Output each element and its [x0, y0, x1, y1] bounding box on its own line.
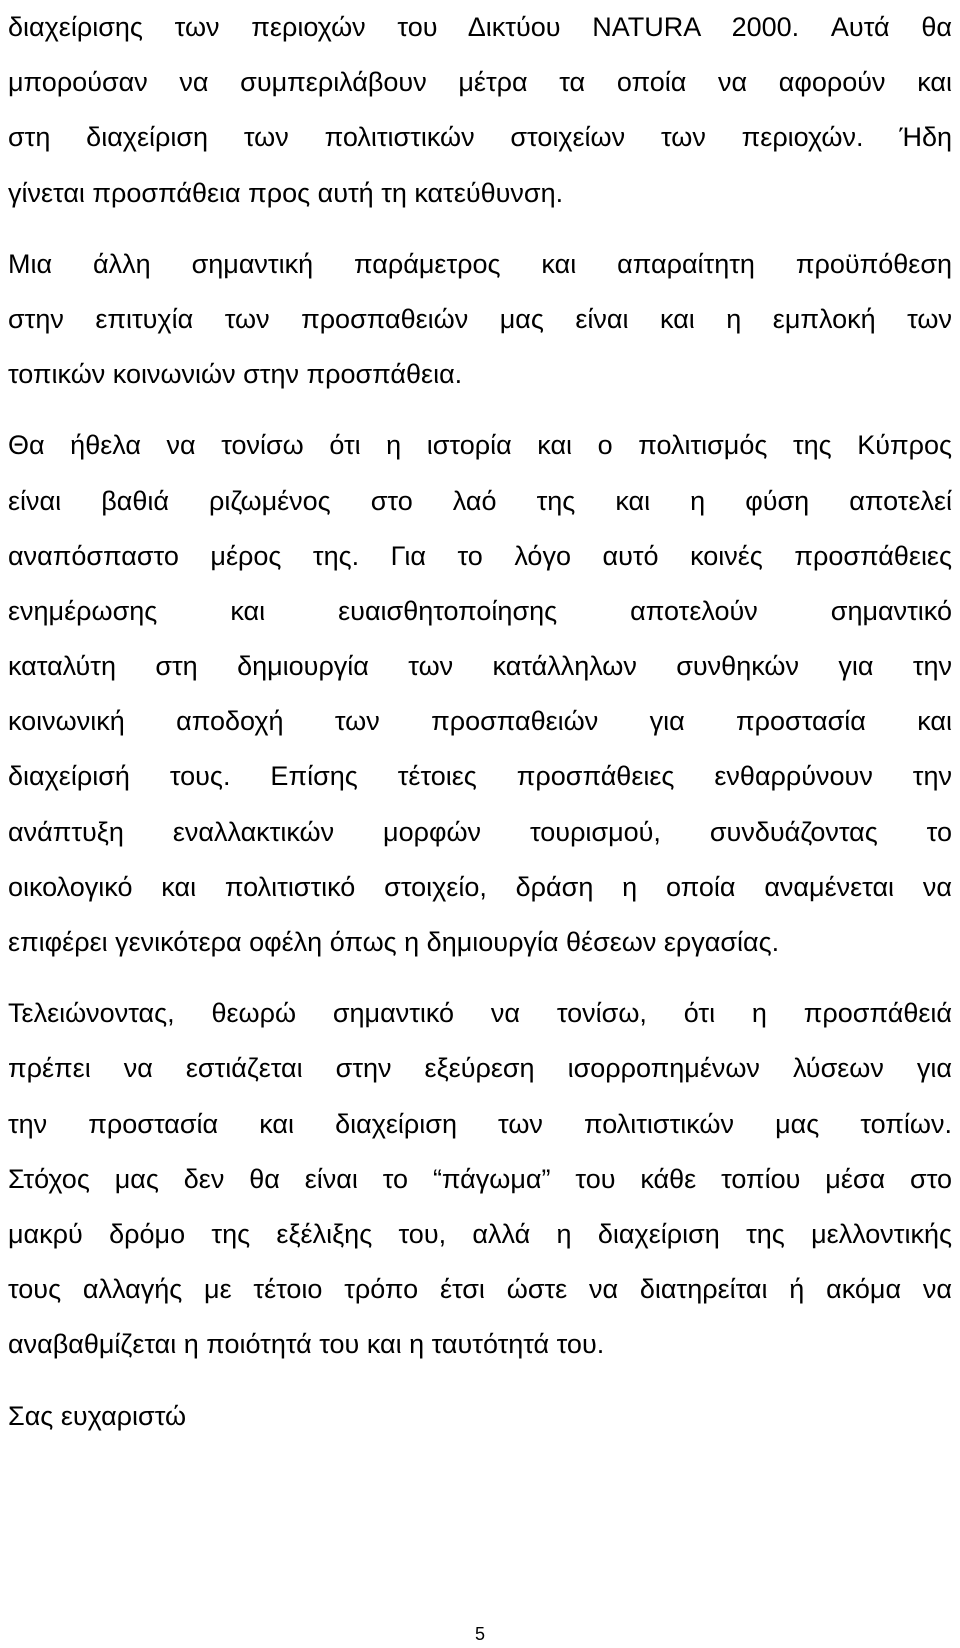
text-line: γίνεται προσπάθεια προς αυτή τη κατεύθυνση. [8, 177, 564, 208]
body-text [8, 0, 952, 1444]
text-line: οικολογικό και πολιτιστικό στοιχείο, δράση η οποία αναμένεται να [8, 871, 952, 902]
text-line: διαχείρισή τους. Επίσης τέτοιες προσπάθειες ενθαρρύνουν την [8, 761, 952, 792]
page-number: 5 [474, 1624, 485, 1644]
text-line: τους αλλαγής με τέτοιο τρόπο έτσι ώστε να διατηρείται ή ακόμα να [8, 1274, 952, 1305]
closing-line [8, 1389, 952, 1444]
text-line: Τελειώνοντας, θεωρώ σημαντικό να τονίσω, ότι η προσπάθειά [8, 998, 952, 1029]
text-line: αναπόσπαστο μέρος της. Για το λόγο αυτό κοινές προσπάθειες [8, 540, 952, 571]
text-line: τοπικών κοινωνιών στην προσπάθεια. [8, 359, 463, 390]
text-line: πρέπει να εστιάζεται στην εξεύρεση ισορροπημένων λύσεων για [8, 1053, 952, 1084]
text-line: στη διαχείριση των πολιτιστικών στοιχείων των περιοχών. Ήδη [8, 122, 952, 153]
text-line: στην επιτυχία των προσπαθειών μας είναι και η εμπλοκή των [8, 303, 952, 334]
paragraph-1 [8, 0, 952, 221]
text-line: ανάπτυξη εναλλακτικών μορφών τουρισμού, συνδυάζοντας το [8, 816, 952, 847]
text-line: μπορούσαν να συμπεριλάβουν μέτρα τα οποία να αφορούν και [8, 67, 952, 98]
text-line: αναβαθμίζεται η ποιότητά του και η ταυτότητά του. [8, 1329, 605, 1360]
text-line: Σας ευχαριστώ [8, 1400, 187, 1431]
text-line: Μια άλλη σημαντική παράμετρος και απαραίτητη προϋπόθεση [8, 248, 952, 279]
text-line: διαχείρισης των περιοχών του Δικτύου NATURA 2000. Αυτά θα [8, 12, 952, 42]
paragraph-3 [8, 418, 952, 970]
text-line: ενημέρωσης και ευαισθητοποίησης αποτελούν σημαντικό [8, 595, 952, 626]
text-line: μακρύ δρόμο της εξέλιξης του, αλλά η διαχείριση της μελλοντικής [8, 1218, 952, 1249]
text-line: είναι βαθιά ριζωμένος στο λαό της και η φύση αποτελεί [8, 485, 952, 516]
text-line: Θα ήθελα να τονίσω ότι η ιστορία και ο πολιτισμός της Κύπρος [8, 430, 952, 461]
paragraph-2 [8, 237, 952, 403]
text-line: Στόχος μας δεν θα είναι το “πάγωμα” του κάθε τοπίου μέσα στο [8, 1163, 952, 1194]
text-line: επιφέρει γενικότερα οφέλη όπως η δημιουργία θέσεων εργασίας. [8, 927, 780, 957]
text-line: καταλύτη στη δημιουργία των κατάλληλων συνθηκών για την [8, 651, 952, 682]
paragraph-4 [8, 986, 952, 1372]
text-line: την προστασία και διαχείριση των πολιτιστικών μας τοπίων. [8, 1108, 952, 1139]
text-line: κοινωνική αποδοχή των προσπαθειών για προστασία και [8, 706, 952, 737]
